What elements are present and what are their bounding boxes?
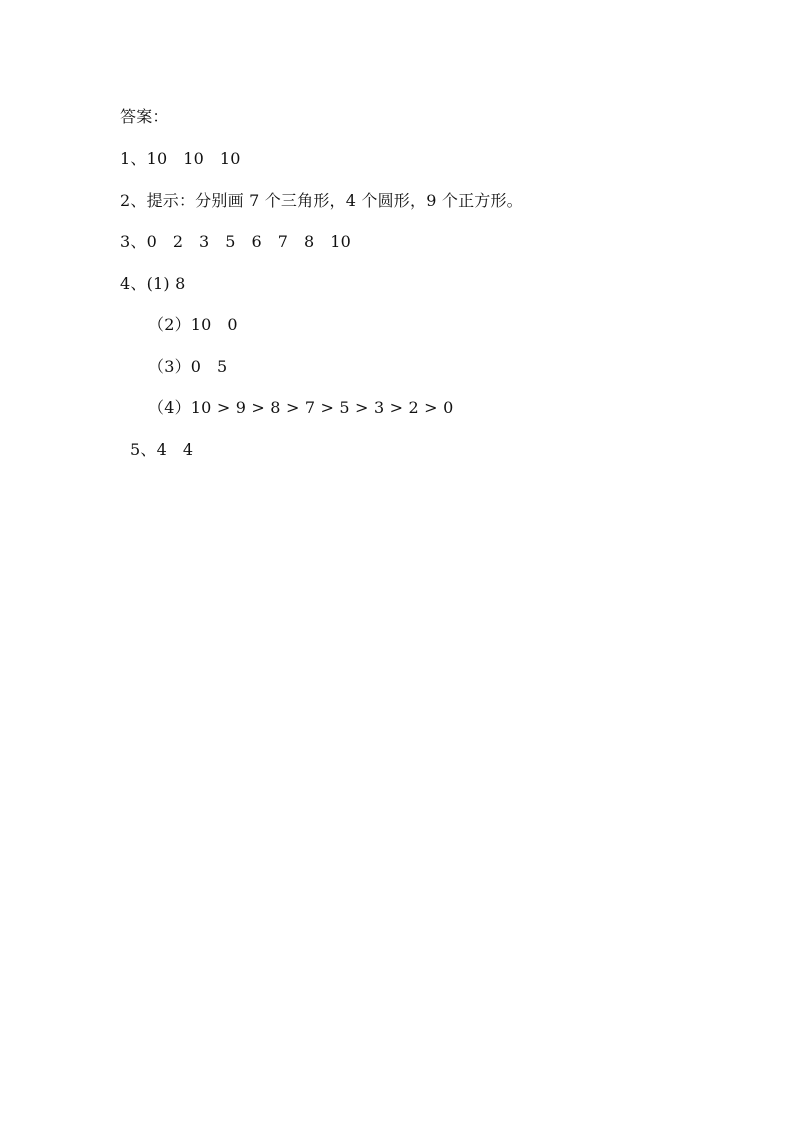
- answer-line-1: 1、10 10 10: [120, 149, 241, 168]
- answer-line-4-part-2: （2）10 0: [148, 315, 238, 334]
- answer-line-4-part-3: （3）0 5: [148, 357, 228, 376]
- answer-line-4-part-1: 4、(1) 8: [120, 274, 186, 293]
- answer-line-3: 3、0 2 3 5 6 7 8 10: [120, 232, 352, 251]
- answer-heading: 答案：: [120, 107, 169, 126]
- answer-line-2: 2、提示：分别画 7 个三角形，4 个圆形，9 个正方形。: [120, 191, 523, 210]
- answer-line-4-part-4: （4）10 > 9 > 8 > 7 > 5 > 3 > 2 > 0: [148, 398, 454, 417]
- answer-line-5: 5、4 4: [130, 440, 194, 459]
